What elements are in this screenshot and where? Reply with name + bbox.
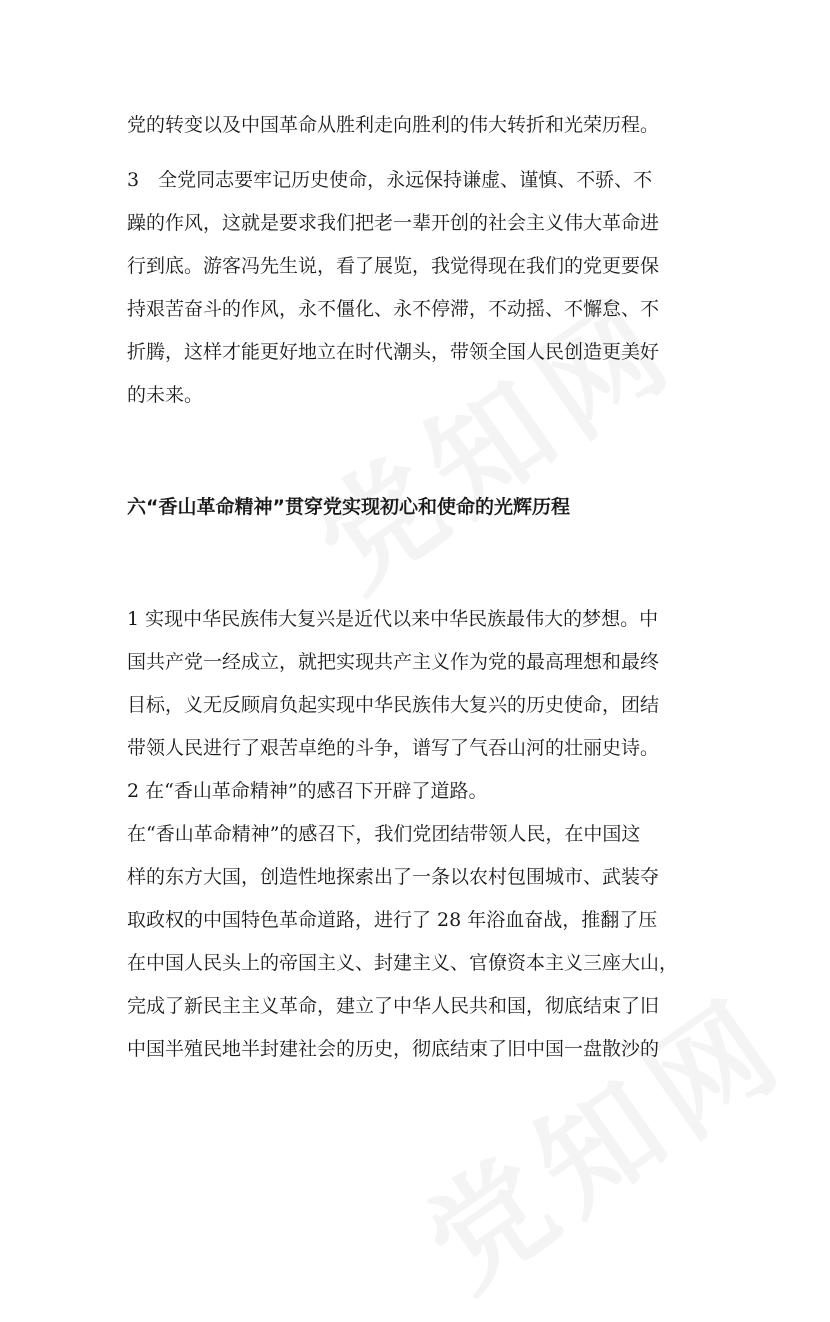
paragraph-line: 在“香山革命精神”的感召下，我们党团结带领人民，在中国这	[127, 823, 641, 845]
paragraph-line: 1 实现中华民族伟大复兴是近代以来中华民族最伟大的梦想。中	[127, 608, 659, 630]
paragraph-line: 目标，义无反顾肩负起实现中华民族伟大复兴的历史使命，团结	[127, 694, 660, 716]
paragraph-line: 持艰苦奋斗的作风，永不僵化、永不停滞，不动摇、不懈怠、不	[127, 298, 660, 320]
paragraph-line: 党的转变以及中国革命从胜利走向胜利的伟大转折和光荣历程。	[127, 114, 660, 136]
paragraph-line: 躁的作风，这就是要求我们把老一辈开创的社会主义伟大革命进	[127, 212, 660, 234]
paragraph-line: 中国半殖民地半封建社会的历史，彻底结束了旧中国一盘散沙的	[127, 1038, 660, 1060]
paragraph-line: 折腾，这样才能更好地立在时代潮头，带领全国人民创造更美好	[127, 341, 660, 363]
paragraph-line: 完成了新民主主义革命，建立了中华人民共和国，彻底结束了旧	[127, 995, 660, 1017]
paragraph-line: 带领人民进行了艰苦卓绝的斗争，谱写了气吞山河的壮丽史诗。	[127, 737, 660, 759]
section-heading: 六“香山革命精神”贯穿党实现初心和使命的光辉历程	[127, 496, 570, 518]
paragraph-line: 样的东方大国，创造性地探索出了一条以农村包围城市、武装夺	[127, 866, 660, 888]
paragraph-line: 在中国人民头上的帝国主义、封建主义、官僚资本主义三座大山，	[127, 952, 679, 974]
paragraph-line: 的未来。	[127, 384, 204, 406]
paragraph-line: 3 全党同志要牢记历史使命，永远保持谦虚、谨慎、不骄、不	[127, 169, 653, 191]
paragraph-line: 取政权的中国特色革命道路，进行了 28 年浴血奋战，推翻了压	[127, 909, 658, 931]
paragraph-line: 2 在“香山革命精神”的感召下开辟了道路。	[127, 780, 488, 802]
paragraph-line: 行到底。游客冯先生说，看了展览，我觉得现在我们的党更要保	[127, 255, 660, 277]
paragraph-line: 国共产党一经成立，就把实现共产主义作为党的最高理想和最终	[127, 651, 660, 673]
